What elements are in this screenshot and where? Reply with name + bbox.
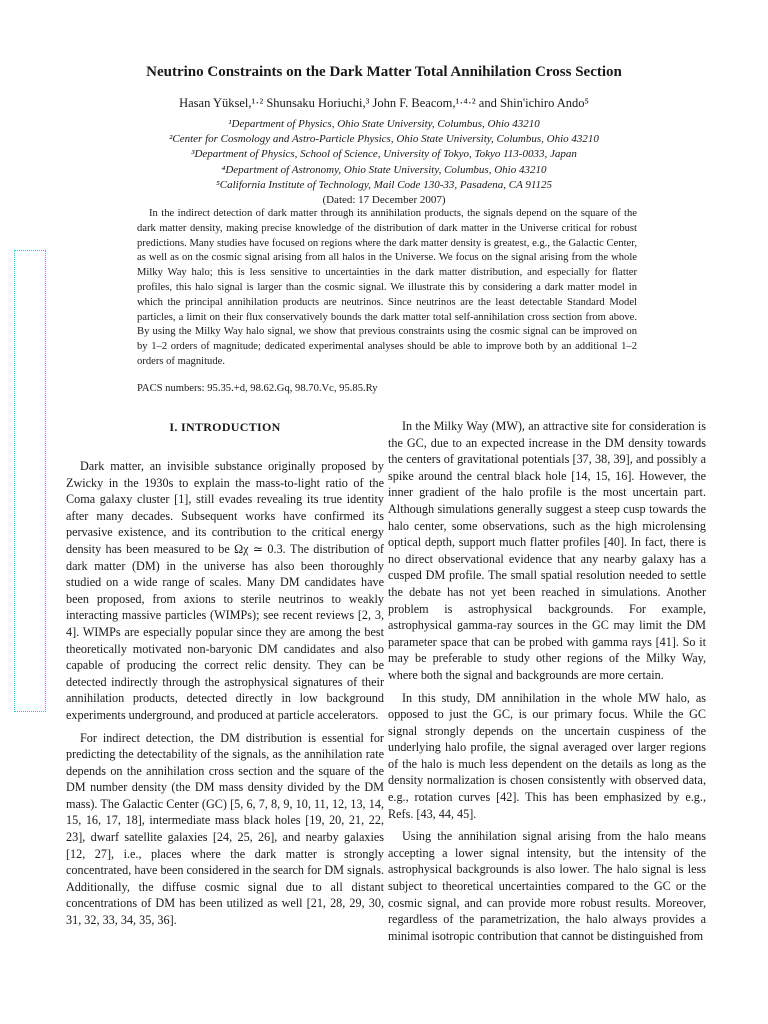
section-heading-introduction: I. INTRODUCTION — [169, 420, 281, 434]
author-list: Hasan Yüksel,¹·² Shunsaku Horiuchi,³ John F. Beacom,¹·⁴·² and Shin'ichiro Ando⁵ — [179, 96, 589, 110]
right-column — [388, 418, 706, 950]
paragraph: For indirect detection, the DM distribution is essential for predicting the detectability of the signals, as the annihilation rate depends on the annihilation cross section and the square of the DM number density (the DM mass density divided by the DM mass). The Galactic Center (GC) [5, 6, 7, 8, 9, 10, 11, 12, 13, 14, 15, 16, 17, 18], intermediate mass black holes [19, 20, 21, 22, 23], dwarf satellite galaxies [24, 25, 26], and nearby galaxies [12, 27], i.e., places where the dark matter is strongly concentrated, have been considered in the search for DM signals. Additionally, the diffuse cosmic signal due to all distant concentrations of DM has been utilized as well [21, 28, 29, 30, 31, 32, 33, 34, 35, 36]. — [66, 730, 384, 928]
affiliation-3: ³Department of Physics, School of Science, University of Tokyo, Tokyo 113-0033, Japan — [191, 148, 577, 161]
date-line: (Dated: 17 December 2007) — [322, 194, 446, 207]
paragraph: Using the annihilation signal arising from the halo means accepting a lower signal intensity, but the intensity of the astrophysical backgrounds is also lower. The halo signal is less subject to theoretical uncertainties compared to the GC or the cosmic signal, and can provide more robust results. Moreover, regardless of the parametrization, the halo always provides a minimal isotropic contribution that cannot be distinguished from — [388, 829, 706, 943]
left-column — [66, 458, 384, 935]
arxiv-stamp-frame — [14, 250, 46, 712]
paper-title: Neutrino Constraints on the Dark Matter Total Annihilation Cross Section — [146, 64, 622, 80]
affiliation-1: ¹Department of Physics, Ohio State University, Columbus, Ohio 43210 — [228, 118, 540, 130]
paragraph: Dark matter, an invisible substance originally proposed by Zwicky in the 1930s to explain the mass-to-light ratio of the Coma galaxy cluster [1], still evades revealing its true identity after many decades. Subsequent works have confirmed its pervasive existence, and its contribution to the critical energy density has been measured to be Ωχ ≃ 0.3. The distribution of dark matter (DM) in the universe has also been thoroughly studied on a wide range of scales. Many DM candidates have been proposed, from axions to sterile neutrinos to weakly interacting massive particles (WIMPs); see recent reviews [2, 3, 4]. WIMPs are especially popular since they are among the best theoretically motivated non-baryonic DM candidates and also capable of producing the correct relic density. They can be detected indirectly through the astrophysical signatures of their annihilation products, detected directly in low background experiments underground, and produced at particle accelerators. — [66, 459, 384, 722]
affiliation-4: ⁴Department of Astronomy, Ohio State University, Columbus, Ohio 43210 — [221, 163, 547, 176]
affiliation-5: ⁵California Institute of Technology, Mail Code 130-33, Pasadena, CA 91125 — [215, 178, 553, 191]
abstract: In the indirect detection of dark matter through its annihilation products, the signals depend on the square of the dark matter density, making precise knowledge of the distribution of dark matter in the Universe critical for robust predictions. Many studies have focused on regions where the dark matter density is greatest, e.g., the Galactic Center, as well as on the cosmic signal arising from all halos in the Universe. We focus on the signal arising from the whole Milky Way halo; this is less sensitive to uncertainties in the dark matter distribution, and especially for flatter profiles, this halo signal is larger than the cosmic signal. We illustrate this by considering a dark matter model in which the principal annihilation products are neutrinos. Since neutrinos are the least detectable Standard Model particles, a limit on their flux conservatively bounds the dark matter total self-annihilation cross section from above. By using the Milky Way halo signal, we show that previous constraints using the cosmic signal can be improved on by 1–2 orders of magnitude; dedicated experimental analyses should be able to improve both by an additional 1–2 orders of magnitude. — [137, 208, 637, 367]
paragraph: In the Milky Way (MW), an attractive site for consideration is the GC, due to an expected increase in the DM density towards the centers of gravitational potentials [37, 38, 39], and possibly a spike around the central black hole [14, 15, 16]. However, the inner gradient of the halo profile is the most uncertain part. Although simulations generally suggest a steep cusp towards the halo center, some observations, such as the high microlensing optical depth, support much flatter profiles [40]. In fact, there is no direct observational evidence that any nearby galaxy has a cusped DM profile. The small spatial resolution needed to settle the debate has not yet been reached in simulations. Another problem is astrophysical backgrounds. For example, astrophysical gamma-ray sources in the GC may limit the DM parameter space that can be probed with gamma rays [41]. So it may be preferable to study other regions of the Milky Way, where both the signal and backgrounds are more certain. — [388, 419, 706, 682]
paragraph: In this study, DM annihilation in the whole MW halo, as opposed to just the GC, is our primary focus. While the GC signal strongly depends on the uncertain cuspiness of the underlying halo profile, the signal averaged over larger regions of the halo is much less dependent on the details as long as the density normalization is chosen consistently with observed data, e.g., rotation curves [42]. This has been emphasized by e.g., Refs. [43, 44, 45]. — [388, 690, 706, 821]
affiliation-2: ²Center for Cosmology and Astro-Particle Physics, Ohio State University, Columbus, Ohio 43210 — [169, 133, 599, 146]
affiliations — [0, 117, 768, 208]
pacs-numbers: PACS numbers: 95.35.+d, 98.62.Gq, 98.70.Vc, 95.85.Ry — [137, 383, 378, 394]
